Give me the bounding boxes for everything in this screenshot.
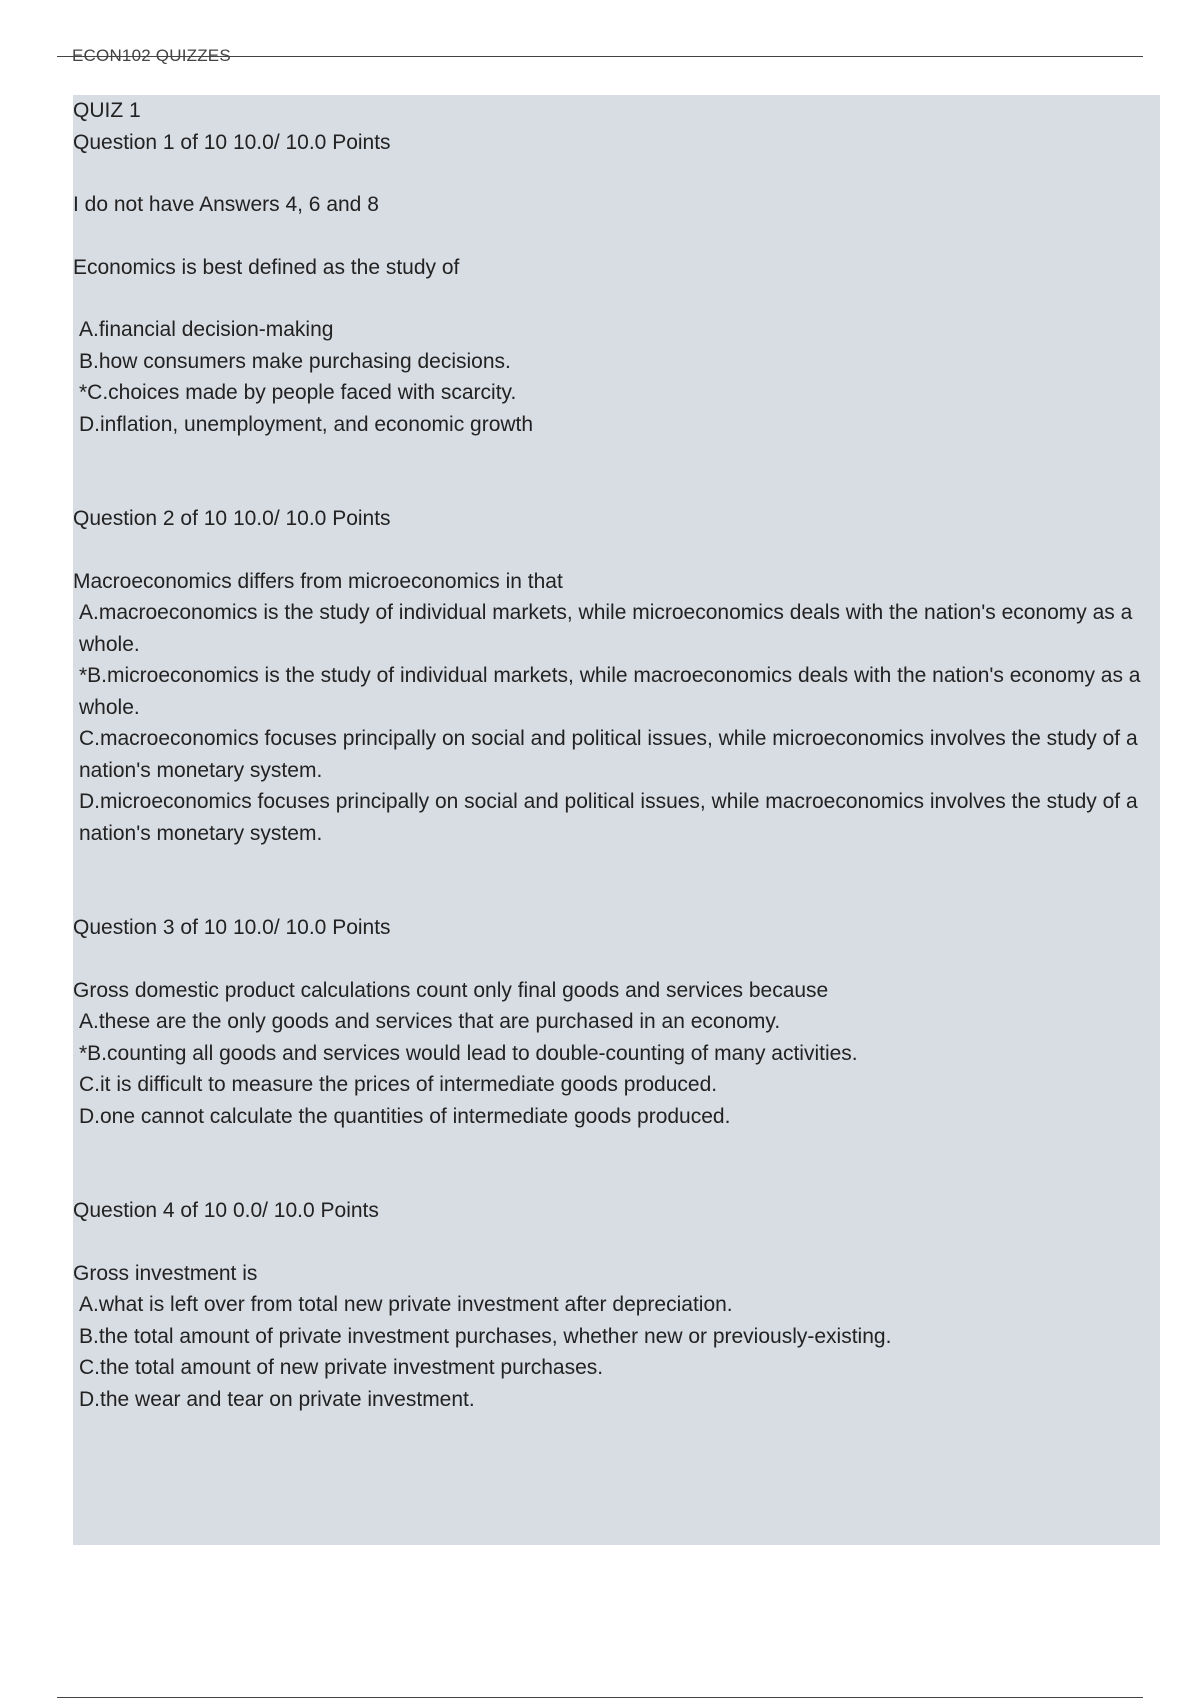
question-1-heading: Question 1 of 10 10.0/ 10.0 Points <box>73 130 391 154</box>
question-3-heading: Question 3 of 10 10.0/ 10.0 Points <box>73 916 391 939</box>
footer-rule <box>57 1697 1143 1698</box>
header-title: ECON102 QUIZZES <box>72 46 231 65</box>
quiz-title: QUIZ 1 <box>73 99 141 122</box>
spacer <box>73 283 1160 314</box>
quiz-text <box>73 95 1160 1415</box>
spacer <box>73 849 1160 912</box>
spacer <box>73 1227 1160 1258</box>
spacer <box>73 1132 1160 1195</box>
question-4-option-a: A.what is left over from total new private investment after depreciation. <box>79 1293 733 1316</box>
question-4-option-b: B.the total amount of private investment purchases, whether new or previously-existing. <box>79 1324 892 1348</box>
question-2-option-b: *B.microeconomics is the study of individual markets, while macroeconomics deals with the nation's economy as a whole. <box>79 664 1141 719</box>
question-2-heading: Question 2 of 10 10.0/ 10.0 Points <box>73 507 391 530</box>
spacer <box>73 221 1160 252</box>
question-4-option-c: C.the total amount of new private investment purchases. <box>79 1356 604 1379</box>
question-2-option-c: C.macroeconomics focuses principally on social and political issues, while microeconomics involves the study of a nation's monetary system. <box>79 727 1138 782</box>
question-1-option-b: B.how consumers make purchasing decisions. <box>79 349 511 373</box>
question-2-option-d: D.microeconomics focuses principally on social and political issues, while macroeconomics involves the study of a nation's monetary system. <box>79 790 1138 845</box>
question-1-prompt: Economics is best defined as the study of <box>73 255 460 279</box>
question-4-option-d: D.the wear and tear on private investment. <box>79 1387 475 1411</box>
header-rule <box>57 56 1143 57</box>
question-1-option-a: A.financial decision-making <box>79 318 334 341</box>
question-3-option-a: A.these are the only goods and services that are purchased in an economy. <box>79 1010 781 1033</box>
spacer <box>73 158 1160 189</box>
quiz-note: I do not have Answers 4, 6 and 8 <box>73 193 379 216</box>
spacer <box>73 440 1160 503</box>
question-3-prompt: Gross domestic product calculations count only final goods and services because <box>73 978 829 1002</box>
question-3-option-c: C.it is difficult to measure the prices of intermediate goods produced. <box>79 1073 718 1096</box>
quiz-content <box>73 95 1160 1545</box>
question-3-option-d: D.one cannot calculate the quantities of intermediate goods produced. <box>79 1104 731 1128</box>
page-header <box>57 42 1143 68</box>
question-4-prompt: Gross investment is <box>73 1261 258 1285</box>
question-4-heading: Question 4 of 10 0.0/ 10.0 Points <box>73 1199 379 1222</box>
question-2-prompt: Macroeconomics differs from microeconomics in that <box>73 569 563 593</box>
spacer <box>73 535 1160 566</box>
question-3-option-b: *B.counting all goods and services would lead to double-counting of many activities. <box>79 1041 858 1065</box>
question-1-option-d: D.inflation, unemployment, and economic growth <box>79 412 534 436</box>
question-1-option-c: *C.choices made by people faced with scarcity. <box>79 381 517 404</box>
question-2-option-a: A.macroeconomics is the study of individual markets, while microeconomics deals with the nation's economy as a whole. <box>79 601 1133 656</box>
spacer <box>73 944 1160 975</box>
